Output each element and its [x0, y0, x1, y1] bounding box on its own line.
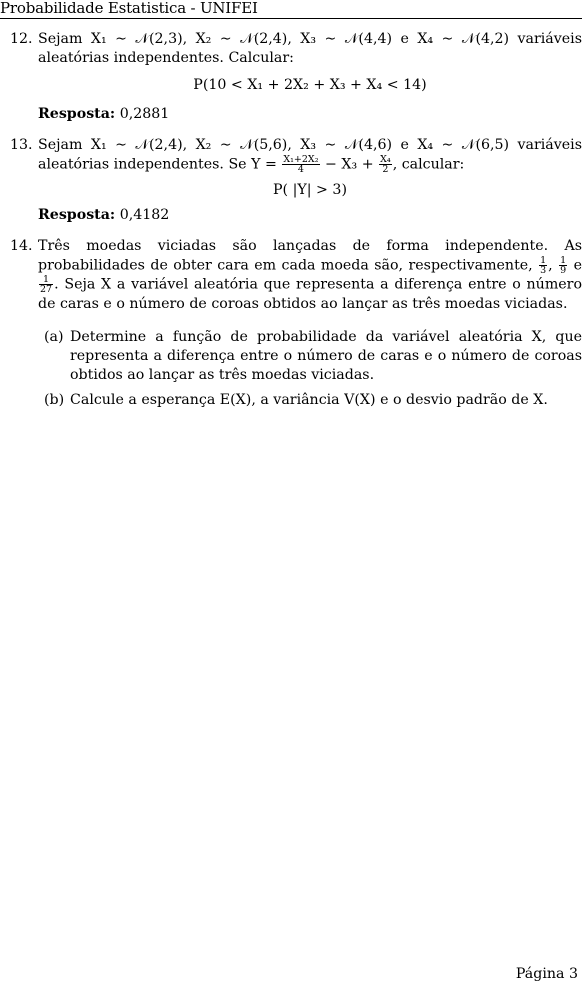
denominator: 9: [560, 264, 567, 276]
question-text: Sejam X₁ ∼ 𝒩(2,3), X₂ ∼ 𝒩(2,4), X₃ ∼ 𝒩(4,4) e X₄ ∼ 𝒩(4,2) variáveis aleatórias independentes. Calcular:: [38, 31, 582, 66]
question-text: [38, 237, 582, 314]
answer-13: [38, 206, 582, 225]
answer-value: 0,4182: [119, 206, 170, 223]
text-part: − X₃ +: [325, 156, 374, 173]
text-part: , calcular:: [392, 156, 465, 173]
sub-text: Determine a função de probabilidade da variável aleatória X, que representa a diferença entre o número de caras e o número de coroas obtidos ao lançar as três moedas viciadas.: [70, 328, 582, 383]
text-part: . Seja X a variável aleatória que representa a diferença entre o número de caras e o número de coroas obtidos ao lançar as três moedas viciadas.: [38, 276, 582, 312]
numerator: X₄: [380, 154, 391, 165]
question-number: 13.: [10, 137, 33, 153]
question-text: [38, 136, 582, 175]
content: [10, 30, 582, 410]
numerator: 1: [540, 254, 547, 266]
denominator: 3: [540, 264, 547, 276]
numerator: 1: [560, 254, 567, 266]
formula: P(10 < X₁ + 2X₂ + X₃ + X₄ < 14): [193, 77, 427, 93]
sub-question-a: [38, 328, 582, 385]
denominator: 27: [40, 284, 53, 295]
page-header: Probabilidade Estatistica - UNIFEI: [0, 0, 582, 19]
fraction: [282, 155, 319, 174]
fraction: [39, 275, 53, 294]
numerator: 1: [39, 275, 53, 285]
sub-question-b: [38, 391, 582, 410]
page-footer: Página 3: [515, 966, 578, 982]
question-number: 14.: [10, 237, 33, 254]
text-part: Sejam X₁ ∼ 𝒩(2,4), X₂ ∼ 𝒩(5,6), X₃ ∼ 𝒩(4,6) e X₄ ∼ 𝒩(6,5) variáveis aleatórias independentes. Se Y =: [38, 137, 582, 173]
denominator: 4: [297, 164, 304, 175]
sub-label: (a): [44, 328, 64, 345]
fraction: [379, 155, 392, 174]
question-12: [10, 30, 582, 95]
question-number: 12.: [10, 31, 33, 47]
answer-value: 0,2881: [119, 106, 170, 122]
formula: P( |Y| > 3): [273, 181, 347, 198]
fraction: [539, 256, 547, 275]
answer-label: Resposta:: [38, 106, 116, 122]
text-part: ,: [548, 257, 553, 273]
sub-label: (b): [44, 391, 65, 408]
fraction: [559, 256, 567, 275]
sub-text: Calcule a esperança E(X), a variância V(X) e o desvio padrão de X.: [70, 391, 548, 408]
answer-12: [38, 105, 582, 124]
question-13: [10, 136, 582, 200]
denominator: 2: [382, 164, 389, 175]
answer-label: Resposta:: [38, 206, 116, 223]
text-part: Três moedas viciadas são lançadas de forma independente. As probabilidades de obter cara em cada moeda são, respectivamente,: [38, 237, 582, 273]
text-part: e: [573, 257, 582, 273]
numerator: X₁+2X₂: [283, 154, 319, 165]
question-14: [10, 237, 582, 410]
